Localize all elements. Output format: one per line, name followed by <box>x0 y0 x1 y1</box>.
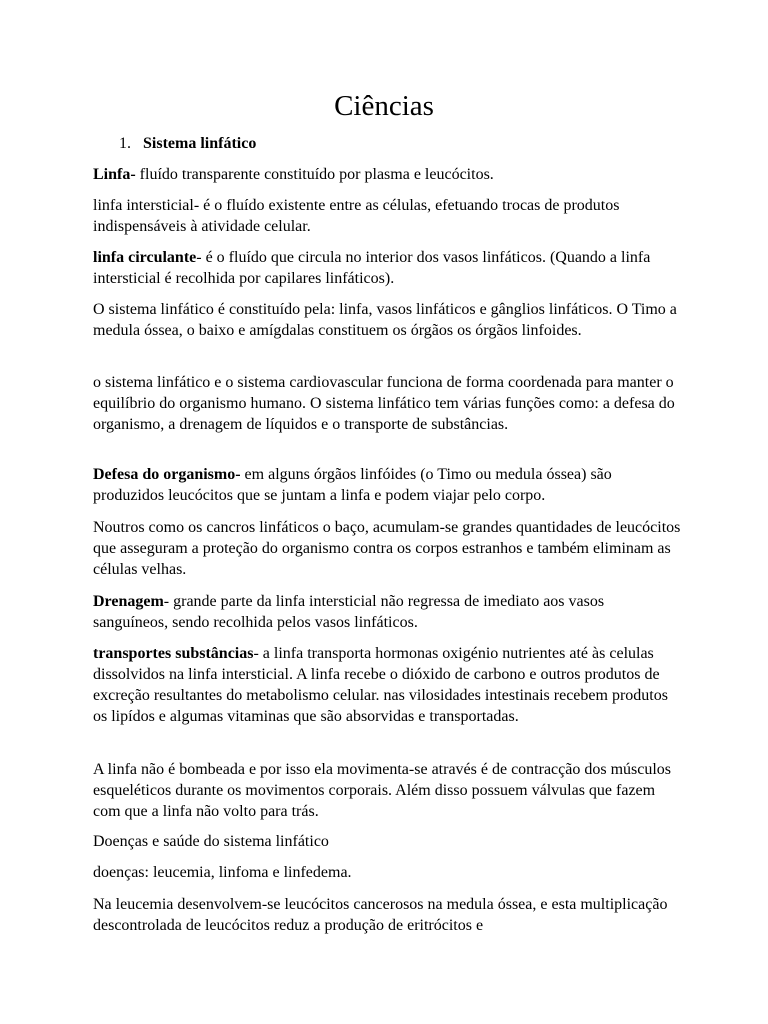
term-defesa: Defesa do organismo- <box>93 466 241 483</box>
paragraph-constituicao <box>93 299 683 341</box>
term-transportes: transportes substâncias <box>93 645 254 662</box>
paragraph-text: A linfa não é bombeada e por isso ela movimenta-se através é de contracção dos músculos esqueléticos durante os movimentos corporais. Além disso possuem válvulas que fazem com que a linfa não volto para trás. <box>93 761 672 820</box>
paragraph-text: - grande parte da linfa intersticial não regressa de imediato aos vasos sanguíneos, sendo recolhida pelos vasos linfáticos. <box>93 593 605 631</box>
section-heading <box>119 133 256 155</box>
paragraph-text: Doenças e saúde do sistema linfático <box>93 833 329 850</box>
section-heading-text: Sistema linfático <box>143 135 257 152</box>
paragraph-noutros <box>93 517 683 580</box>
paragraph-text: - é o fluído que circula no interior dos vasos linfáticos. (Quando a linfa intersticial é recolhida por capilares linfáticos). <box>93 249 651 287</box>
paragraph-text: Noutros como os cancros linfáticos o baço, acumulam-se grandes quantidades de leucócitos que asseguram a proteção do organismo contra os corpos estranhos e também eliminam as células velhas. <box>93 519 681 578</box>
paragraph-linfa-intersticial <box>93 195 683 237</box>
paragraph-drenagem <box>93 591 683 633</box>
paragraph-defesa <box>93 464 683 506</box>
section-number: 1. <box>119 135 131 152</box>
paragraph-transportes <box>93 643 683 727</box>
paragraph-text: em alguns órgãos linfóides (o Timo ou medula óssea) são produzidos leucócitos que se juntam a linfa e podem viajar pelo corpo. <box>93 466 612 504</box>
paragraph-doencas-lista <box>93 862 683 883</box>
paragraph-linfa-circulante <box>93 247 683 289</box>
paragraph-text: O sistema linfático é constituído pela: linfa, vasos linfáticos e gânglios linfáticos. O Timo a medula óssea, o baixo e amígdalas constituem os órgãos os órgãos linfoides. <box>93 301 677 339</box>
paragraph-text: o sistema linfático e o sistema cardiovascular funciona de forma coordenada para manter o equilíbrio do organismo humano. O sistema linfático tem várias funções como: a defesa do organismo, a drenagem de líquidos e o transporte de substâncias. <box>93 374 675 433</box>
paragraph-funcoes <box>93 372 683 435</box>
paragraph-leucemia <box>93 894 683 936</box>
term-linfa: Linfa- <box>93 166 136 183</box>
paragraph-linfa <box>93 164 683 185</box>
paragraph-text: - a linfa transporta hormonas oxigénio nutrientes até às celulas dissolvidos na linfa intersticial. A linfa recebe o dióxido de carbono e outros produtos de excreção resultantes do metabolismo celular. nas vilosidades intestinais recebem produtos os lipídos e algumas vitaminas que são absorvidas e transportadas. <box>93 645 668 725</box>
paragraph-text: fluído transparente constituído por plasma e leucócitos. <box>135 166 494 183</box>
paragraph-doencas-titulo <box>93 831 683 852</box>
paragraph-movimento <box>93 759 683 822</box>
term-drenagem: Drenagem <box>93 593 164 610</box>
paragraph-text: linfa intersticial- é o fluído existente entre as células, efetuando trocas de produtos indispensáveis à atividade celular. <box>93 197 620 235</box>
paragraph-text: Na leucemia desenvolvem-se leucócitos cancerosos na medula óssea, e esta multiplicação descontrolada de leucócitos reduz a produção de eritrócitos e <box>93 896 668 934</box>
paragraph-text: doenças: leucemia, linfoma e linfedema. <box>93 864 352 881</box>
term-linfa-circulante: linfa circulante <box>93 249 197 266</box>
page-title: Ciências <box>334 90 434 122</box>
